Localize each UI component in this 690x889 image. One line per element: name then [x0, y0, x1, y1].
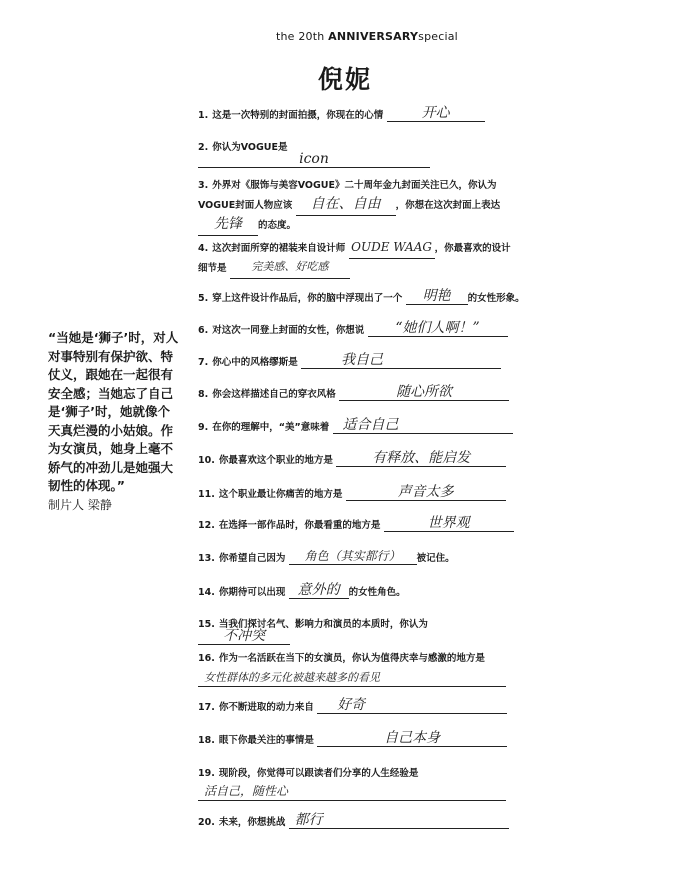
answer-3b[interactable]: 先锋: [198, 222, 258, 236]
question-2: 2. 你认为VOGUE是 icon: [198, 141, 518, 168]
answer-17[interactable]: 好奇: [317, 700, 507, 714]
answer-4a[interactable]: OUDE WAAG: [349, 245, 435, 259]
answer-15[interactable]: 不冲突: [198, 631, 290, 645]
quote-credit: 制片人 梁静: [48, 497, 112, 512]
header-prefix: the 20th: [276, 30, 329, 43]
answer-11[interactable]: 声音太多: [346, 487, 506, 501]
question-7: 7. 你心中的风格缪斯是 我自己: [198, 355, 518, 369]
question-4: 4. 这次封面所穿的裙装来自设计师 OUDE WAAG ，你最喜欢的设计细节是 完美感、好吃感: [198, 239, 518, 279]
answer-4b[interactable]: 完美感、好吃感: [230, 265, 350, 279]
answer-5[interactable]: 明艳: [406, 291, 468, 305]
answer-13[interactable]: 角色（其实都行）: [289, 551, 417, 565]
question-17: 17. 你不断进取的动力来自 好奇: [198, 700, 518, 714]
header-suffix: special: [418, 30, 458, 43]
answer-12[interactable]: 世界观: [384, 518, 514, 532]
answer-10[interactable]: 有释放、能启发: [336, 453, 506, 467]
question-15: 15. 当我们探讨名气、影响力和演员的本质时，你认为 不冲突: [198, 619, 428, 644]
answer-16[interactable]: 女性群体的多元化被越来越多的看见: [198, 668, 506, 687]
question-19: 19. 现阶段，你觉得可以跟读者们分享的人生经验是: [198, 768, 419, 779]
question-1: 1. 这是一次特别的封面拍摄，你现在的心情 开心: [198, 108, 518, 122]
answer-2[interactable]: icon: [198, 154, 430, 168]
question-14: 14. 你期待可以出现 意外的 的女性角色。: [198, 582, 406, 598]
answer-3a[interactable]: 自在、自由: [296, 202, 396, 216]
question-18: 18. 眼下你最关注的事情是 自己本身: [198, 733, 518, 747]
quote-text: “当她是‘狮子’时，对人对事特别有保护欲、特仗义，跟她在一起很有安全感；当她忘了自己是‘狮子’时，她就像个天真烂漫的小姑娘。作为女演员，她身上毫不娇气的冲劲儿是她强大韧性的体现。”: [48, 330, 179, 493]
answer-18[interactable]: 自己本身: [317, 733, 507, 747]
header-main: ANNIVERSARY: [328, 30, 419, 43]
question-9: 9. 在你的理解中，“美”意味着 适合自己: [198, 420, 518, 434]
question-13: 13. 你希望自己因为 角色（其实都行） 被记住。: [198, 549, 455, 564]
question-16: 16. 作为一名活跃在当下的女演员，你认为值得庆幸与感激的地方是: [198, 653, 485, 664]
page-header: [276, 30, 458, 43]
question-6: 6. 对这次一同登上封面的女性，你想说 “她们人啊！”: [198, 323, 518, 337]
answer-6[interactable]: “她们人啊！”: [368, 323, 508, 337]
answer-20[interactable]: 都行: [289, 815, 509, 829]
question-12: 12. 在选择一部作品时，你最看重的地方是 世界观: [198, 518, 518, 532]
answer-14[interactable]: 意外的: [289, 585, 349, 599]
question-8: 8. 你会这样描述自己的穿衣风格 随心所欲: [198, 387, 518, 401]
answer-7[interactable]: 我自己: [301, 355, 501, 369]
question-20: 20. 未来，你想挑战 都行: [198, 815, 518, 829]
question-3: 3. 外界对《服饰与美容VOGUE》二十周年金九封面关注已久，你认为VOGUE封面人物应该 自在、自由 ，你想在这次封面上表达 先锋 的态度。: [198, 176, 518, 236]
answer-1[interactable]: 开心: [387, 108, 485, 122]
question-11: 11. 这个职业最让你痛苦的地方是 声音太多: [198, 487, 518, 501]
answer-8[interactable]: 随心所欲: [339, 387, 509, 401]
page-title: 倪妮: [317, 65, 372, 94]
pull-quote: [48, 329, 180, 514]
answer-9[interactable]: 适合自己: [333, 420, 513, 434]
answer-19[interactable]: 活自己，随性心: [198, 782, 506, 801]
question-10: 10. 你最喜欢这个职业的地方是 有释放、能启发: [198, 453, 518, 467]
question-5: 5. 穿上这件设计作品后，你的脑中浮现出了一个 明艳 的女性形象。: [198, 288, 525, 304]
